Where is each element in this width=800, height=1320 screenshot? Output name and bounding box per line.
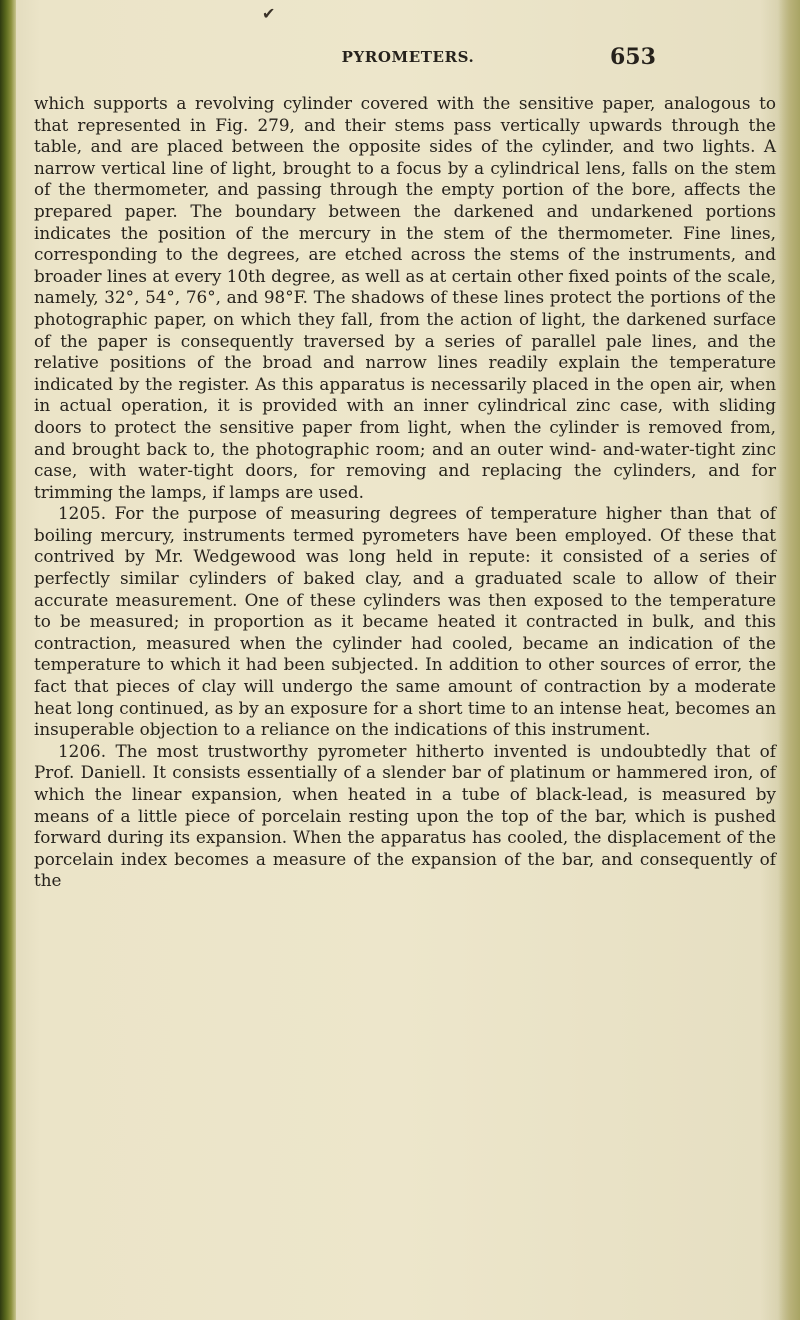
- paragraph-1206: [34, 741, 776, 892]
- running-head: PYROMETERS.: [341, 48, 475, 66]
- paragraph-continuation: [34, 93, 776, 503]
- page-header: [0, 44, 800, 74]
- paragraph-1205: [34, 503, 776, 741]
- page-number: 653: [610, 44, 656, 70]
- page-right-edge: [778, 0, 800, 1320]
- paragraph-number: 1205.: [58, 503, 107, 524]
- book-binding-edge: [0, 0, 16, 1320]
- paragraph-text: which supports a revolving cylinder covered with the sensitive paper, analogous to that represented in Fig. 279, and their stems pass vertically upwards through the table, and are placed between the opposite sides of the cylinder, and two lights. A narrow vertical line of light, brought to a focus by a cylindrical lens, falls on the stem of the thermometer, and passing through the empty portion of the bore, affects the prepared paper. The boundary between the darkened and undarkened portions indicates the position of the mercury in the stem of the thermometer. Fine lines, corresponding to the degrees, are etched across the stems of the instruments, and broader lines at every 10th degree, as well as at certain other fixed points of the scale, namely, 32°, 54°, 76°, and 98°F. The shadows of these lines protect the portions of the photographic paper, on which they fall, from the action of light, the darkened surface of the paper is consequently traversed by a series of parallel pale lines, and the relative positions of the broad and narrow lines readily explain the temperature indicated by the register. As this apparatus is necessarily placed in the open air, when in actual operation, it is provided with an inner cylindrical zinc case, with sliding doors to protect the sensitive paper from light, when the cylinder is removed from, and brought back to, the photographic room; and an outer wind- and-water-tight zinc case, with water-tight doors, for removing and replacing the cylinders, and for trimming the lamps, if lamps are used.: [34, 93, 776, 502]
- body-text: [34, 93, 776, 892]
- corner-mark: ✔: [262, 4, 276, 23]
- paragraph-text: For the purpose of measuring degrees of temperature higher than that of boiling mercury, instruments termed pyrometers have been employed. Of these that contrived by Mr. Wedgewood was long held in repute: it consisted of a series of perfectly similar cylinders of baked clay, and a graduated scale to allow of their accurate measurement. One of these cylinders was then exposed to the temperature to be measured; in proportion as it became heated it contracted in bulk, and this contraction, measured when the cylinder had cooled, became an indication of the temperature to which it had been subjected. In addition to other sources of error, the fact that pieces of clay will undergo the same amount of contraction by a moderate heat long continued, as by an exposure for a short time to an intense heat, becomes an insuperable objection to a reliance on the indications of this instrument.: [34, 503, 776, 740]
- paragraph-text: The most trustworthy pyrometer hitherto invented is undoubtedly that of Prof. Daniell. It consists essentially of a slender bar of platinum or hammered iron, of which the linear expansion, when heated in a tube of black-lead, is measured by means of a little piece of porcelain resting upon the top of the bar, which is pushed forward during its expansion. When the apparatus has cooled, the displacement of the porcelain index becomes a measure of the expansion of the bar, and consequently of the: [34, 740, 776, 891]
- paragraph-number: 1206.: [58, 740, 107, 761]
